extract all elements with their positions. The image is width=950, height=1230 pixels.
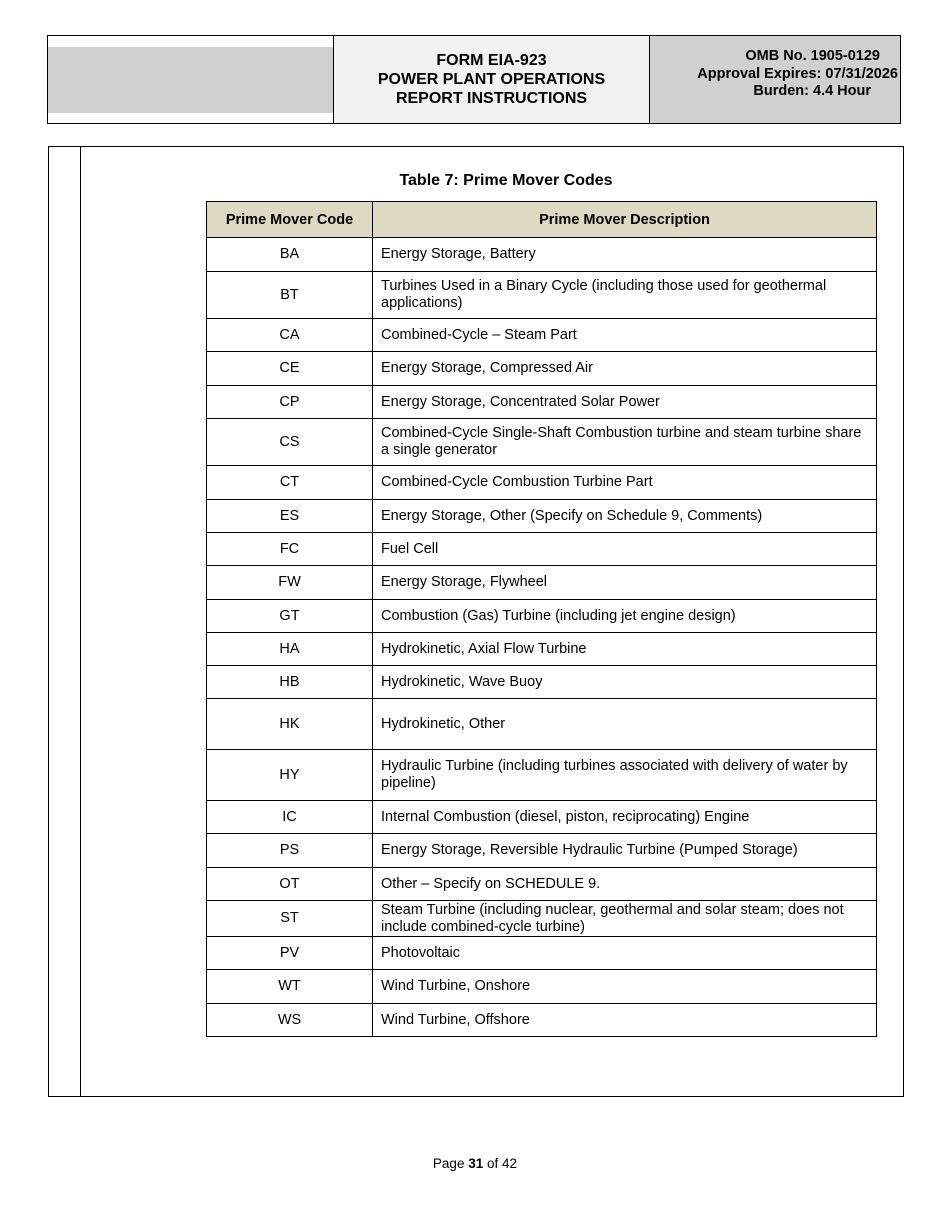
prime-mover-description: Energy Storage, Flywheel (373, 566, 877, 600)
prime-mover-code: WS (207, 1004, 373, 1037)
omb-number: OMB No. 1905-0129 (745, 48, 880, 64)
prime-mover-table (206, 201, 877, 1037)
prime-mover-description: Energy Storage, Compressed Air (373, 352, 877, 386)
table-caption: Table 7: Prime Mover Codes (399, 172, 613, 189)
prime-mover-description: Photovoltaic (373, 937, 877, 970)
form-subtitle-1: POWER PLANT OPERATIONS (377, 71, 606, 88)
prime-mover-code: IC (207, 801, 373, 834)
prime-mover-description: Wind Turbine, Onshore (373, 970, 877, 1004)
prime-mover-code: ST (207, 901, 373, 937)
prime-mover-description: Energy Storage, Other (Specify on Schedule 9, Comments) (373, 500, 877, 533)
table-row (207, 801, 877, 834)
total-pages: 42 (502, 1156, 518, 1171)
prime-mover-description: Energy Storage, Concentrated Solar Power (373, 386, 877, 419)
table-row (207, 937, 877, 970)
prime-mover-code: OT (207, 868, 373, 901)
burden-hours: Burden: 4.4 Hour (753, 83, 871, 99)
prime-mover-description: Combustion (Gas) Turbine (including jet engine design) (373, 600, 877, 633)
prime-mover-description: Hydrokinetic, Wave Buoy (373, 666, 877, 699)
page-number: 31 (468, 1156, 484, 1171)
table-row (207, 352, 877, 386)
table-row (207, 666, 877, 699)
form-title: FORM EIA-923 (436, 52, 547, 69)
prime-mover-code: PV (207, 937, 373, 970)
prime-mover-description: Combined-Cycle Single-Shaft Combustion turbine and steam turbine share a single generator (373, 419, 877, 466)
prime-mover-code: HK (207, 699, 373, 750)
page-label: Page (432, 1156, 465, 1171)
table-row (207, 500, 877, 533)
table-row (207, 272, 877, 319)
prime-mover-code: PS (207, 834, 373, 868)
table-row (207, 533, 877, 566)
prime-mover-description: Energy Storage, Battery (373, 238, 877, 272)
prime-mover-code: WT (207, 970, 373, 1004)
prime-mover-description: Hydrokinetic, Other (373, 699, 877, 750)
table-row (207, 238, 877, 272)
prime-mover-description: Turbines Used in a Binary Cycle (including those used for geothermal applications) (373, 272, 877, 319)
table-row (207, 600, 877, 633)
prime-mover-description: Combined-Cycle – Steam Part (373, 319, 877, 352)
table-row (207, 1004, 877, 1037)
prime-mover-code: CP (207, 386, 373, 419)
prime-mover-code: HA (207, 633, 373, 666)
prime-mover-description: Combined-Cycle Combustion Turbine Part (373, 466, 877, 500)
prime-mover-description: Fuel Cell (373, 533, 877, 566)
header-gray-band (48, 47, 333, 113)
table-row (207, 699, 877, 750)
prime-mover-code: ES (207, 500, 373, 533)
of-label: of (487, 1156, 499, 1171)
header-logo-area (48, 36, 334, 123)
prime-mover-description: Energy Storage, Reversible Hydraulic Turbine (Pumped Storage) (373, 834, 877, 868)
page-footer (0, 1156, 950, 1171)
prime-mover-code: CA (207, 319, 373, 352)
table-row (207, 419, 877, 466)
table-row (207, 868, 877, 901)
prime-mover-description: Other – Specify on SCHEDULE 9. (373, 868, 877, 901)
column-header-code: Prime Mover Code (207, 202, 373, 238)
table-row (207, 566, 877, 600)
prime-mover-code: CT (207, 466, 373, 500)
header-omb-block (650, 36, 900, 123)
prime-mover-description: Wind Turbine, Offshore (373, 1004, 877, 1037)
prime-mover-code: CE (207, 352, 373, 386)
prime-mover-description: Hydrokinetic, Axial Flow Turbine (373, 633, 877, 666)
table-row (207, 750, 877, 801)
prime-mover-description: Internal Combustion (diesel, piston, reciprocating) Engine (373, 801, 877, 834)
prime-mover-code: FW (207, 566, 373, 600)
table-row (207, 633, 877, 666)
table-row (207, 970, 877, 1004)
table-row (207, 319, 877, 352)
prime-mover-code: CS (207, 419, 373, 466)
table-row (207, 834, 877, 868)
prime-mover-code: HB (207, 666, 373, 699)
approval-expires: Approval Expires: 07/31/2026 (697, 65, 898, 82)
prime-mover-code: BA (207, 238, 373, 272)
table-row (207, 901, 877, 937)
prime-mover-code: BT (207, 272, 373, 319)
table-header-row (207, 202, 877, 238)
prime-mover-code: FC (207, 533, 373, 566)
frame-margin-rule (80, 147, 81, 1096)
prime-mover-description: Hydraulic Turbine (including turbines associated with delivery of water by pipeline) (373, 750, 877, 801)
column-header-description: Prime Mover Description (373, 202, 877, 238)
table-row (207, 386, 877, 419)
table-row (207, 466, 877, 500)
prime-mover-code: HY (207, 750, 373, 801)
form-subtitle-2: REPORT INSTRUCTIONS (395, 90, 588, 107)
prime-mover-code: GT (207, 600, 373, 633)
header-title-block (334, 36, 650, 123)
prime-mover-description: Steam Turbine (including nuclear, geothermal and solar steam; does not include combined-cycle turbine) (373, 901, 877, 937)
form-header (47, 35, 901, 124)
